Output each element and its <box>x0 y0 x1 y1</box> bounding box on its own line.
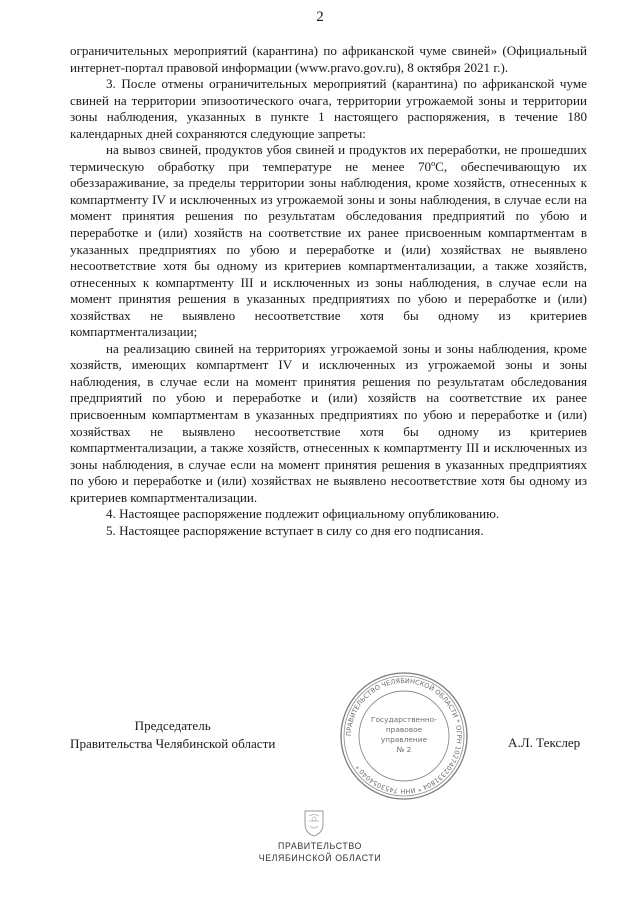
stamp-center-line2: правовое <box>385 725 423 734</box>
paragraph-item-3: 3. После отмены ограничительных мероприятий (карантина) по африканской чуме свиней на территории эпизоотического очага, территории угрожаемой зоны и территории зоны наблюдения, указанных в пункте 1 настоящего распоряжения, в течение 180 календарных дней сохраняются следующие запреты: <box>70 76 587 141</box>
footer-line1: ПРАВИТЕЛЬСТВО <box>278 841 362 851</box>
signatory-name: А.Л. Текслер <box>508 735 581 750</box>
footer-line2: ЧЕЛЯБИНСКОЙ ОБЛАСТИ <box>258 853 382 863</box>
paragraph-continuation: ограничительных мероприятий (карантина) по африканской чуме свиней» (Официальный интернет-портал правовой информации (www.pravo.gov.ru), 8 октября 2021 г.). <box>70 43 587 75</box>
coat-of-arms-icon <box>302 808 326 838</box>
signatory-title-line1: Председатель <box>134 718 211 733</box>
stamp-center-line4: № 2 <box>396 745 412 754</box>
official-stamp <box>338 670 470 802</box>
stamp-ring-text: ПРАВИТЕЛЬСТВО ЧЕЛЯБИНСКОЙ ОБЛАСТИ * ОГРН 1027402331804 * ИНН 7453054040 * <box>344 676 464 796</box>
signatory-title <box>70 717 275 753</box>
paragraph-ban-sale: на реализацию свиней на территориях угрожаемой зоны и зоны наблюдения, кроме хозяйств, имеющих компартмент IV и исключенных из угрожаемой зоны и зоны наблюдения, в случае если на момент принятия решения по результатам обследования предприятий по убою и переработке и (или) хозяйств на соответствие их ранее присвоенным компартментам в указанных предприятиях по убою и переработке и (или) хозяйствах не выявлено несоответствие хотя бы одному из критериев компартментализации, а также хозяйств, отнесенных к компартменту III и исключенных из зоны наблюдения, в случае если на момент принятия решения в указанных предприятиях по убою и переработке и (или) хозяйствах не выявлено несоответствие хотя бы одному из критериев компартментализации. <box>70 340 587 505</box>
paragraph-item-4: 4. Настоящее распоряжение подлежит официальному опубликованию. <box>106 506 500 522</box>
paragraph-ban-export: на вывоз свиней, продуктов убоя свиней и продуктов их переработки, не прошедших термическую обработку при температуре не менее 70ºС, обеспечивающую их обеззараживание, за пределы территории зоны наблюдения, кроме хозяйств, отнесенных к компартменту IV и исключенных из угрожаемой зоны и зоны наблюдения, в случае если на момент принятия решения по результатам обследования предприятий по убою и переработке и (или) хозяйств на соответствие их ранее присвоенным компартментам в указанных предприятиях по убою и переработке и (или) хозяйствах не выявлено несоответствие хотя бы одному из критериев компартментализации, а также хозяйств, отнесенных к компартменту III и исключенных из зоны наблюдения, в случае если на момент принятия решения в указанных предприятиях по убою и переработке и (или) хозяйствах не выявлено несоответствие хотя бы одному из критериев компартментализации; <box>70 142 587 340</box>
stamp-center-line1: Государственно- <box>371 715 437 724</box>
paragraph-item-5: 5. Настоящее распоряжение вступает в силу со дня его подписания. <box>106 522 484 538</box>
footer-organization <box>0 840 640 864</box>
page-number: 2 <box>316 9 324 25</box>
signatory-title-line2: Правительства Челябинской области <box>70 736 276 751</box>
stamp-center-line3: управление <box>380 735 428 744</box>
document-body <box>70 43 587 539</box>
